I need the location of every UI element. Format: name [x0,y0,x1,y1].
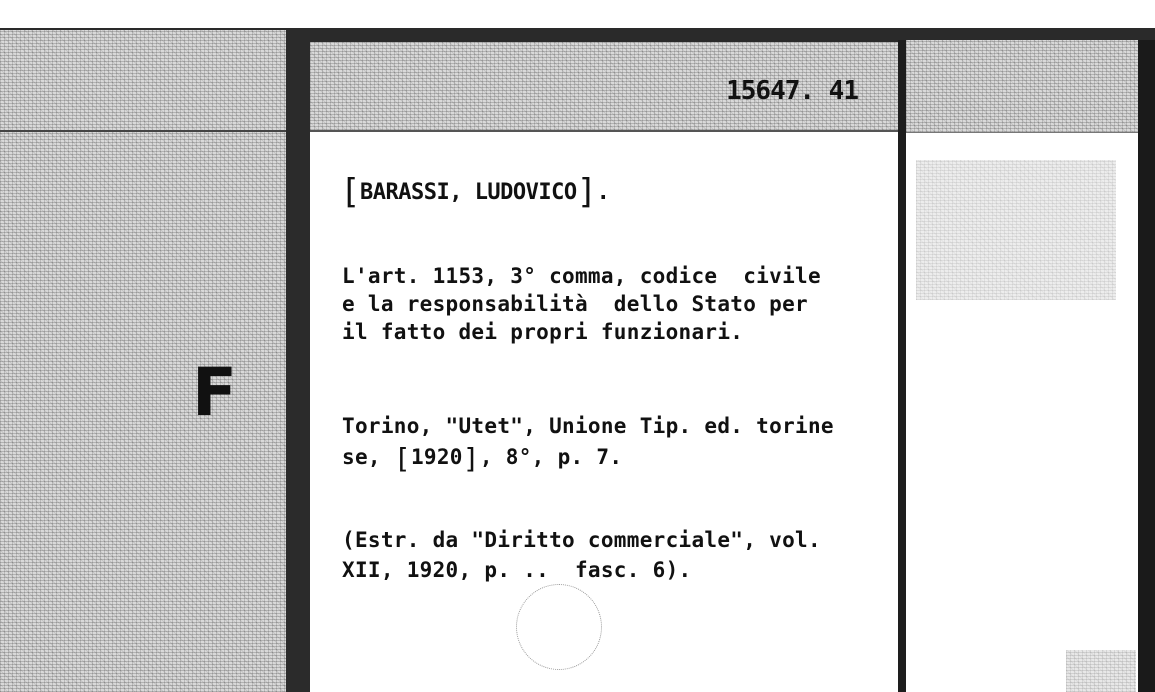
card-number: 15647. 41 [726,76,858,106]
left-card-header-rule [0,130,286,132]
right-card-corner-noise [1066,650,1136,692]
title-line: e la responsabilità dello Stato per [342,292,808,316]
year-close-bracket: ] [462,442,480,475]
card-header-strip [310,42,902,130]
imprint-line: Torino, "Utet", Unione Tip. ed. torine [342,414,834,438]
right-card-edge [1138,40,1155,692]
year-open-bracket: [ [393,442,411,475]
imprint-rest: , 8°, p. 7. [479,445,623,469]
title-line: L'art. 1153, 3° comma, codice civile [342,264,821,288]
author-name: BARASSI, LUDOVICO [359,180,577,205]
author-suffix: . [596,180,610,205]
left-card-edge [286,30,310,692]
close-bracket: ] [576,172,597,212]
left-adjacent-card [0,30,300,692]
catalog-card [310,42,902,692]
imprint-line-2 [342,442,622,475]
open-bracket: [ [340,172,360,212]
faint-stamp-circle [516,584,602,670]
imprint-year: 1920 [410,445,463,469]
right-card-scan-noise [916,160,1116,300]
author-heading [340,172,609,212]
right-adjacent-card [906,40,1138,692]
index-tab-letter: F [192,354,238,431]
note-line: (Estr. da "Diritto commerciale", vol. [342,528,821,552]
note-line: XII, 1920, p. .. fasc. 6). [342,558,692,582]
card-header-rule [310,130,902,132]
imprint-prefix: se, [342,445,394,469]
right-card-header-strip [906,40,1138,132]
card-divider [898,40,906,692]
title-line: il fatto dei propri funzionari. [342,320,744,344]
right-card-header-rule [906,132,1138,133]
